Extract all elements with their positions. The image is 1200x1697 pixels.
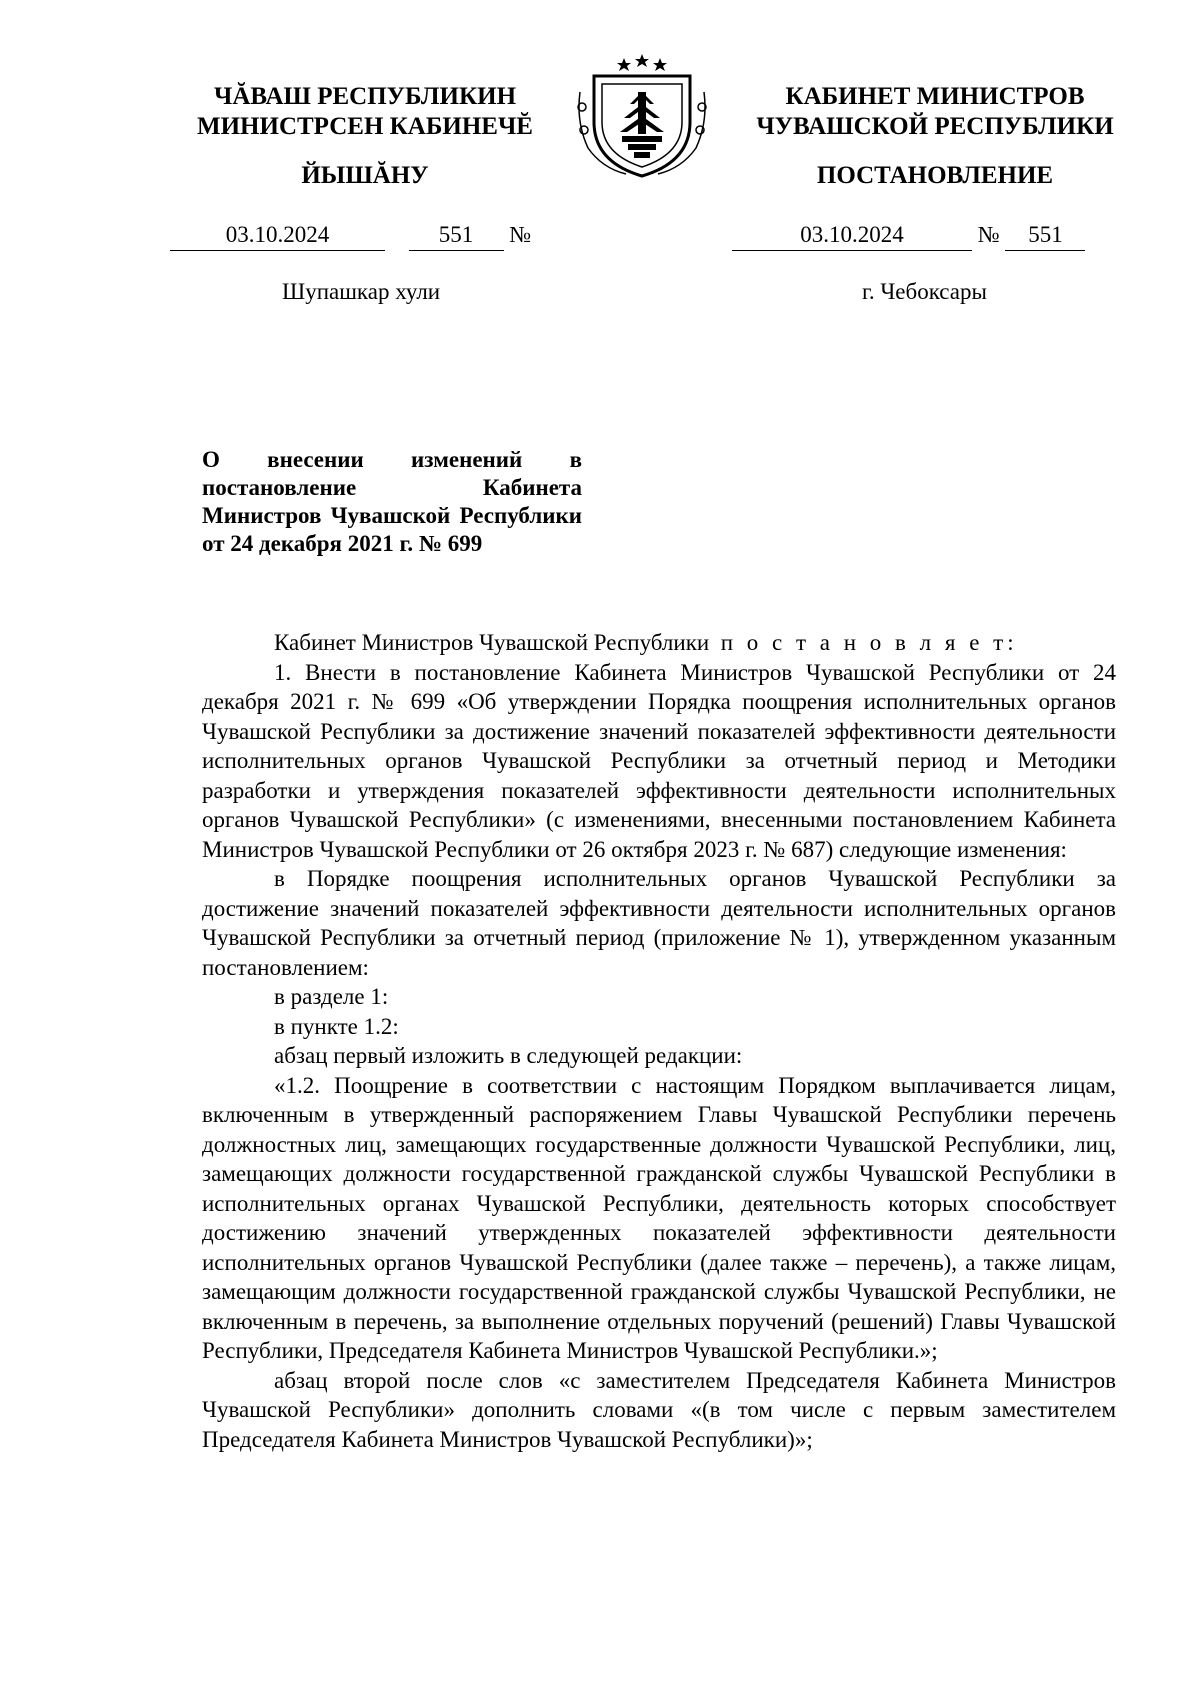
date-right: 03.10.2024 xyxy=(732,222,972,251)
number-sign-left: № xyxy=(509,222,532,247)
document-body xyxy=(202,628,1116,1454)
paragraph: абзац второй после слов «с заместителем Председателя Кабинета Министров Чувашской Республики» дополнить словами «(в том числе с первым заместителем Председателя Кабинета Министров Чувашской Республики)»; xyxy=(202,1367,1116,1452)
chuvash-coat-of-arms-icon xyxy=(572,52,712,180)
header-right-line2: ЧУВАШСКОЙ РЕСПУБЛИКИ xyxy=(756,113,1114,140)
paragraph: в пункте 1.2: xyxy=(274,1013,399,1039)
doctype-right: ПОСТАНОВЛЕНИЕ xyxy=(816,162,1054,189)
preamble-verb: п о с т а н о в л я е т: xyxy=(720,630,1018,655)
number-line-left xyxy=(170,222,531,252)
header-left xyxy=(160,82,570,142)
subject-title: О внесении изменений в постановление Кабинета Министров Чувашской Республики от 24 декабря 2021 г. № 699 xyxy=(202,447,582,556)
preamble-text: Кабинет Министров Чувашской Республики xyxy=(274,630,710,655)
paragraph: 1. Внести в постановление Кабинета Министров Чувашской Республики от 24 декабря 2021 г. № 699 «Об утверждении Порядка поощрения исполнительных органов Чувашской Республики за достижение значений показателей эффективности деятельности исполнительных органов Чувашской Республики за отчетный период и Методики разработки и утверждения показателей эффективности деятельности исполнительных органов Чувашской Республики» (с изменениями, внесенными постановлением Кабинета Министров Чувашской Республики от 26 октября 2023 г. № 687) следующие изменения: xyxy=(202,659,1116,862)
number-line-right xyxy=(732,222,1085,252)
paragraph: «1.2. Поощрение в соответствии с настоящим Порядком выплачивается лицам, включенным в утвержденный распоряжением Главы Чувашской Республики перечень должностных лиц, замещающих государственные должности Чувашской Республики, лиц, замещающих должности государственной гражданской службы Чувашской Республики в исполнительных органах Чувашской Республики, деятельность которых способствует достижению значений утвержденных показателей эффективности деятельности исполнительных органов Чувашской Республики (далее также – перечень), а также лицам, замещающим должности государственной гражданской службы Чувашской Республики, не включенным в перечень, за выполнение отдельных поручений (решений) Главы Чувашской Республики, Председателя Кабинета Министров Чувашской Республики.»; xyxy=(202,1072,1116,1363)
paragraph: в Порядке поощрения исполнительных органов Чувашской Республики за достижение значений показателей эффективности деятельности исполнительных органов Чувашской Республики за отчетный период (приложение № 1), утвержденном указанным постановлением: xyxy=(202,866,1116,980)
paragraph: абзац первый изложить в следующей редакции: xyxy=(274,1043,743,1068)
date-left: 03.10.2024 xyxy=(170,222,385,251)
header-left-line2: МИНИСТРСЕН КАБИНЕЧĔ xyxy=(197,113,533,140)
doctype-left: ЙЫШĂНУ xyxy=(301,162,429,189)
header-left-line1: ЧĂВАШ РЕСПУБЛИКИН xyxy=(213,83,517,110)
number-sign-right: № xyxy=(977,222,1000,247)
header-right-line1: КАБИНЕТ МИНИСТРОВ xyxy=(785,83,1085,110)
paragraph: в разделе 1: xyxy=(274,984,389,1009)
number-left: 551 xyxy=(409,222,504,251)
place-right: г. Чебоксары xyxy=(862,279,987,304)
preamble xyxy=(202,628,1116,658)
header-right xyxy=(725,82,1145,142)
place-left: Шупашкар хули xyxy=(282,279,441,304)
number-right: 551 xyxy=(1005,222,1085,251)
